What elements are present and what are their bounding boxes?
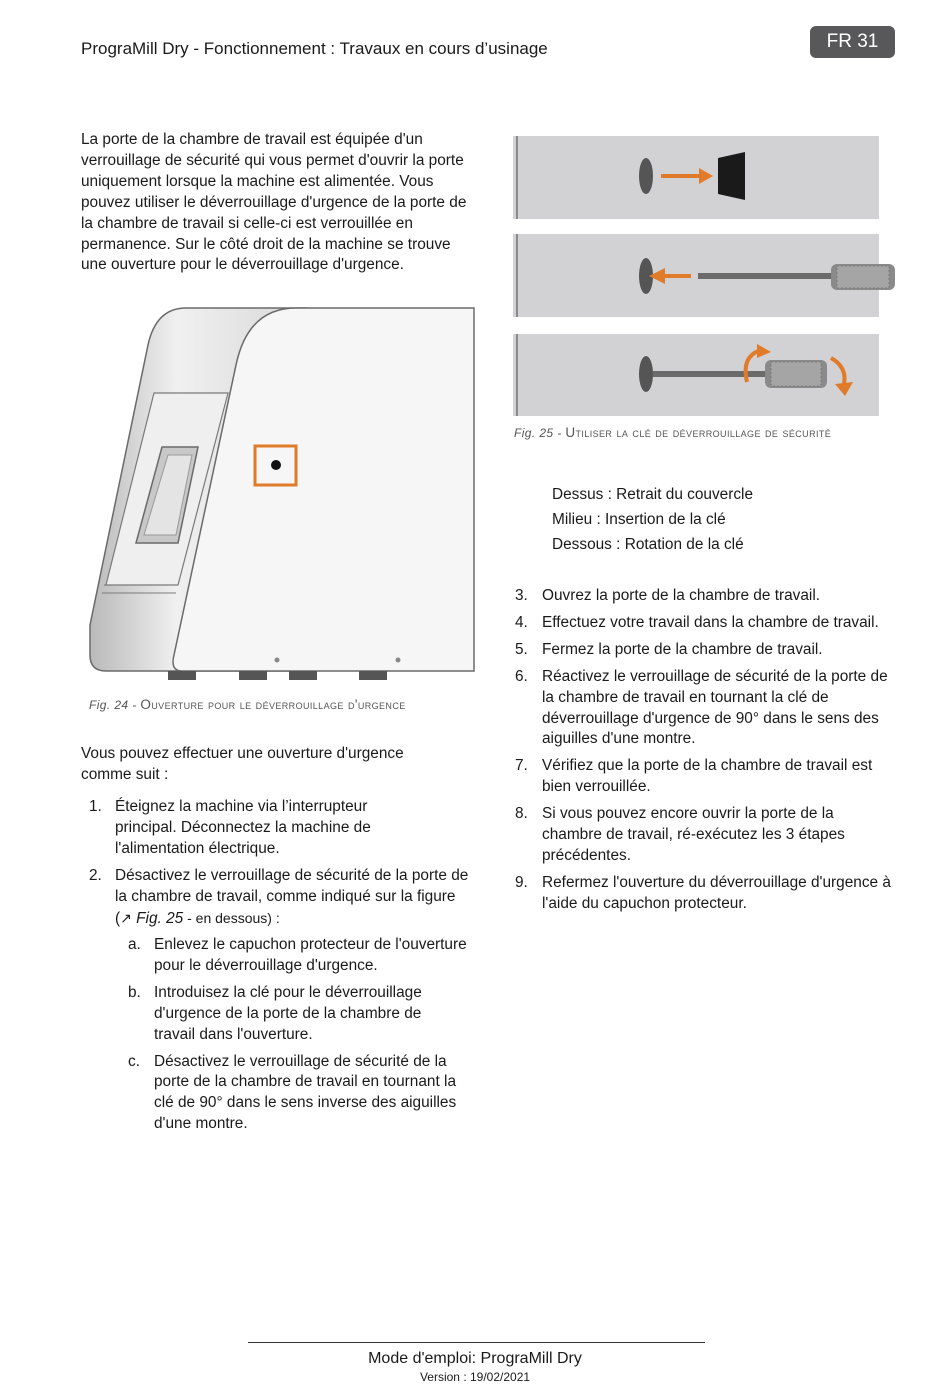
- list-item: [128, 1052, 474, 1136]
- fig25-legend: [552, 482, 892, 557]
- fig25-caption-text: Utiliser la clé de déverrouillage de sécurité: [565, 425, 832, 440]
- list-item: [515, 804, 897, 867]
- step-number: 1.: [89, 798, 102, 815]
- fig24-caption-text: Ouverture pour le déverrouillage d'urgence: [140, 697, 406, 712]
- substep-text: Introduisez la clé pour le déverrouillage d'urgence de la porte de la chambre de travail dans l'ouverture.: [154, 983, 422, 1043]
- list-item: [515, 667, 897, 751]
- footer-title: Mode d'emploi: PrograMill Dry: [368, 1350, 582, 1367]
- list-item: [515, 873, 897, 915]
- legend-top: Dessus : Retrait du couvercle: [552, 486, 754, 503]
- step-text: Si vous pouvez encore ouvrir la porte de la chambre de travail, ré-exécutez les 3 étapes précédentes.: [542, 805, 845, 864]
- fig25-caption: [514, 425, 884, 441]
- substeps-list: [128, 935, 474, 1141]
- list-item: [515, 756, 897, 798]
- step-text-before: Désactivez le verrouillage de sécurité de la porte de la chambre de travail, comme indiqué sur la figure (: [115, 866, 469, 927]
- step-text: Effectuez votre travail dans la chambre de travail.: [542, 613, 879, 631]
- legend-middle: Milieu : Insertion de la clé: [552, 511, 726, 528]
- footer-version: Version : 19/02/2021: [419, 1370, 531, 1384]
- step-text: Fermez la porte de la chambre de travail.: [542, 640, 823, 658]
- procedure-lead: Vous pouvez effectuer une ouverture d'urgence comme suit :: [81, 745, 404, 783]
- external-link-icon: ↗: [120, 909, 132, 926]
- substep-letter: a.: [128, 936, 141, 953]
- step-number: 8.: [515, 805, 528, 823]
- step-number: 9.: [515, 873, 528, 891]
- list-item: [89, 866, 474, 930]
- step-number: 4.: [515, 613, 528, 631]
- step-number: 7.: [515, 757, 528, 775]
- list-item: [128, 935, 474, 977]
- step-text-after: - en dessous) :: [183, 909, 280, 926]
- step-text: [89, 866, 470, 930]
- page-header-title: PrograMill Dry - Fonctionnement : Travaux en cours d’usinage: [81, 39, 548, 58]
- step-text: Ouvrez la porte de la chambre de travail.: [542, 587, 821, 604]
- step-number: 5.: [515, 640, 528, 658]
- fig25-link[interactable]: Fig. 25: [136, 909, 184, 927]
- key-usage-illustration: [513, 136, 895, 418]
- list-item: [515, 586, 897, 607]
- page-number-badge: FR 31: [810, 26, 895, 58]
- legend-bottom: Dessous : Rotation de la clé: [552, 536, 744, 553]
- step-text: Éteignez la machine via l’interrupteur principal. Déconnectez la machine de l'alimentation électrique.: [115, 798, 371, 857]
- step-number: 3.: [515, 587, 528, 604]
- steps-right-list: [515, 586, 897, 921]
- fig24-caption: [89, 697, 479, 712]
- step-number: 6.: [515, 667, 528, 685]
- substep-text: Désactivez le verrouillage de sécurité de la porte de la chambre de travail en tournant la clé de 90° dans le sens inverse des aiguilles d'une montre.: [154, 1052, 457, 1133]
- list-item: [515, 613, 897, 634]
- step-text: Refermez l'ouverture du déverrouillage d'urgence à l'aide du capuchon protecteur.: [542, 873, 891, 912]
- fig24-label: Fig. 24 -: [89, 698, 141, 712]
- fig25-label: Fig. 25 -: [514, 426, 566, 440]
- footer-divider: [248, 1342, 705, 1343]
- substep-letter: b.: [128, 983, 141, 1001]
- substep-text: Enlevez le capuchon protecteur de l'ouverture pour le déverrouillage d'urgence.: [154, 936, 467, 974]
- step-text: Vérifiez que la porte de la chambre de travail est bien verrouillée.: [542, 757, 873, 796]
- steps-left-list: [89, 797, 474, 935]
- machine-illustration: [86, 305, 478, 680]
- substep-letter: c.: [128, 1052, 140, 1070]
- step-text: Réactivez le verrouillage de sécurité de la porte de la chambre de travail en tournant la clé de déverrouillage d'urgence de 90° dans le sens des aiguilles d'une montre.: [542, 667, 888, 748]
- list-item: [128, 983, 474, 1046]
- step-number: 2.: [89, 866, 102, 884]
- list-item: [515, 640, 897, 661]
- list-item: [89, 797, 474, 860]
- intro-paragraph: La porte de la chambre de travail est équipée d'un verrouillage de sécurité qui vous permet d'ouvrir la porte uniquement lorsque la machine est alimentée. Vous pouvez utiliser le déverrouillage d'urgence de la porte de la chambre de travail si celle-ci est verrouillée en permanence. Sur le côté droit de la machine se trouve une ouverture pour le déverrouillage d'urgence.: [81, 131, 467, 274]
